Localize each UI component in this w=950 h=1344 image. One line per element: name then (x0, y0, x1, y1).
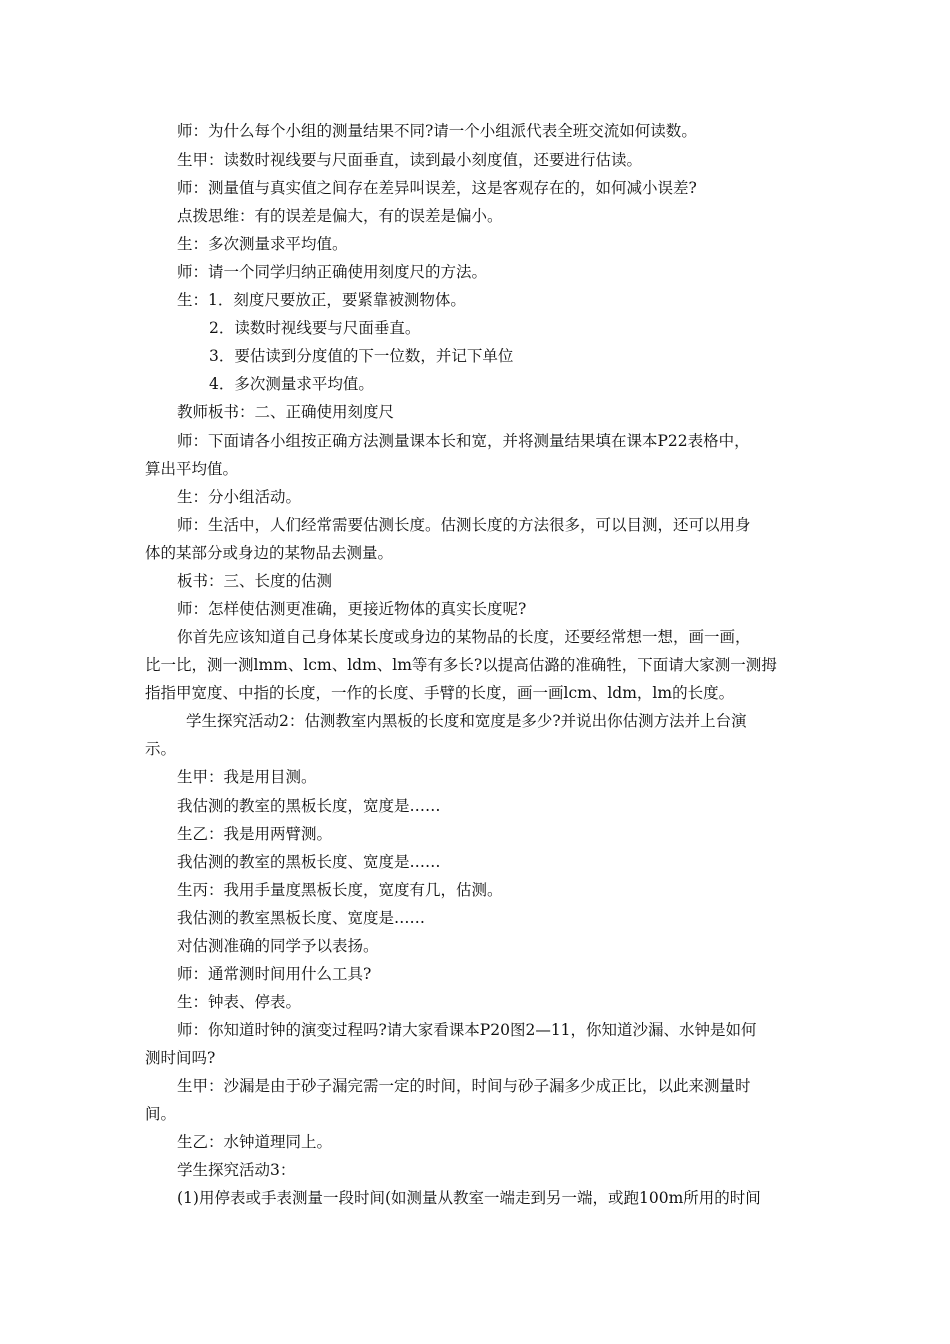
text-line: 生：多次测量求平均值。 (177, 235, 348, 253)
text-line: (1)用停表或手表测量一段时间(如测量从教室一端走到另一端，或跑100m所用的时间 (177, 1189, 761, 1207)
text-line: 师：你知道时钟的演变过程吗?请大家看课本P20图2—11，你知道沙漏、水钟是如何 (177, 1021, 757, 1039)
text-line: 生甲：我是用目测。 (177, 768, 317, 786)
text-line: 我估测的教室的黑板长度，宽度是…… (177, 797, 441, 815)
text-line: 师：下面请各小组按正确方法测量课本长和宽，并将测量结果填在课本P22表格中， (177, 432, 750, 450)
text-line: 师：怎样使估测更准确，更接近物体的真实长度呢? (177, 600, 527, 618)
text-line: 师：请一个同学归纳正确使用刻度尺的方法。 (177, 263, 488, 281)
text-line: 生丙：我用手量度黑板长度，宽度有几，估测。 (177, 881, 503, 899)
text-line: 测时间吗? (145, 1049, 216, 1067)
text-line: 对估测准确的同学予以表扬。 (177, 937, 379, 955)
text-line: 板书：三、长度的估测 (177, 572, 333, 590)
text-line: 算出平均值。 (145, 460, 239, 478)
text-line: 体的某部分或身边的某物品去测量。 (145, 544, 394, 562)
text-line: 生：1．刻度尺要放正，要紧靠被测物体。 (177, 291, 466, 309)
text-line: 我估测的教室的黑板长度、宽度是…… (177, 853, 441, 871)
text-line: 师：为什么每个小组的测量结果不同?请一个小组派代表全班交流如何读数。 (177, 122, 697, 140)
text-line: 指指甲宽度、中指的长度，一作的长度、手臂的长度，画一画lcm、ldm，lm的长度。 (145, 684, 735, 702)
text-line: 师：通常测时间用什么工具? (177, 965, 372, 983)
text-line: 师：生活中，人们经常需要估测长度。估测长度的方法很多，可以目测，还可以用身 (177, 516, 751, 534)
text-line: 生乙：水钟道理同上。 (177, 1133, 333, 1151)
text-line: 比一比，测一测lmm、lcm、ldm、lm等有多长?以提高估潞的准确牲，下面请大家测一测拇 (145, 656, 777, 674)
text-line: 学生探究活动2：估测教室内黑板的长度和宽度是多少?并说出你估测方法并上台演 (186, 712, 747, 730)
text-line: 间。 (145, 1105, 177, 1123)
text-line: 点拨思维：有的误差是偏大，有的误差是偏小。 (177, 207, 503, 225)
text-line: 2．读数时视线要与尺面垂直。 (209, 319, 421, 337)
text-line: 生甲：读数时视线要与尺面垂直，读到最小刻度值，还要进行估读。 (177, 151, 643, 169)
text-line: 4．多次测量求平均值。 (209, 375, 374, 393)
text-line: 师：测量值与真实值之间存在差异叫误差，这是客观存在的，如何减小误差? (177, 179, 697, 197)
text-line: 生甲：沙漏是由于砂子漏完需一定的时间，时间与砂子漏多少成正比，以此来测量时 (177, 1077, 751, 1095)
text-line: 生：分小组活动。 (177, 488, 302, 506)
text-line: 3．要估读到分度值的下一位数，并记下单位 (209, 347, 514, 365)
text-line: 你首先应该知道自己身体某长度或身边的某物品的长度，还要经常想一想，画一画， (177, 628, 751, 646)
text-line: 教师板书：二、正确使用刻度尺 (177, 403, 395, 421)
text-line: 我估测的教室黑板长度、宽度是…… (177, 909, 426, 927)
text-line: 示。 (145, 740, 177, 758)
text-line: 生乙：我是用两臂测。 (177, 825, 333, 843)
text-line: 学生探究活动3： (177, 1161, 296, 1179)
text-line: 生：钟表、停表。 (177, 993, 302, 1011)
